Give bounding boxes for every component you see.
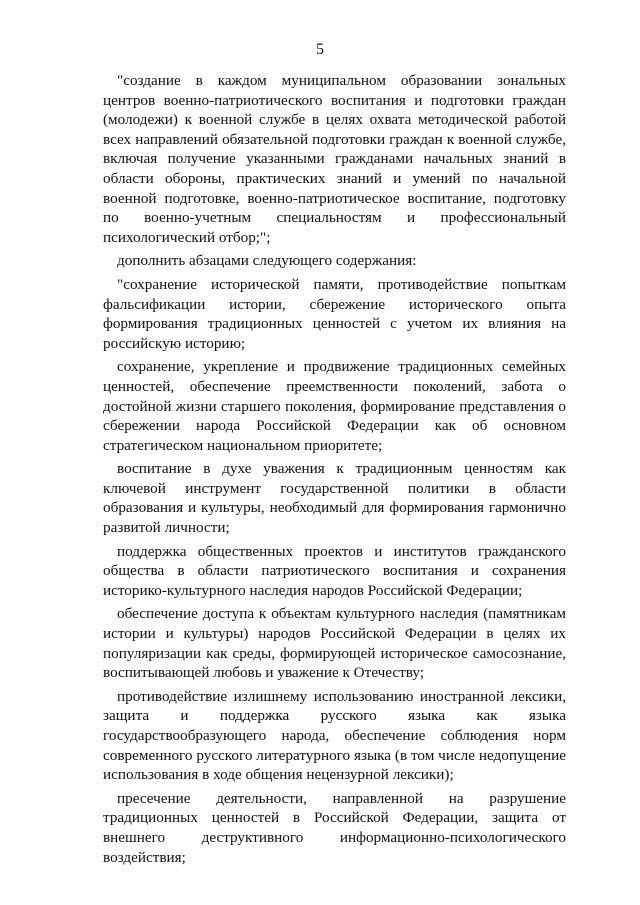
page-number: 5	[316, 41, 324, 58]
paragraph-family-values: сохранение, укрепление и продвижение традиционных семейных ценностей, обеспечение преемственности поколений, забота о достойной жизни старшего поколения, формирование представления о сбережении народа Российской Федерации как об основном стратегическом национальном приоритете;	[103, 358, 566, 454]
document-body	[103, 71, 566, 871]
paragraph-amend-intro: дополнить абзацами следующего содержания:	[117, 252, 417, 270]
paragraph-historical-memory: "сохранение исторической памяти, противодействие попыткам фальсификации истории, сбережение исторического опыта формирования традиционных ценностей с учетом их влияния на российскую историю;	[103, 275, 566, 352]
paragraph-cultural-heritage-access: обеспечение доступа к объектам культурного наследия (памятникам истории и культуры) народов Российской Федерации в целях их популяризации как среды, формирующей историческое самосознание, воспитывающей любовь и уважение к Отечеству;	[103, 605, 566, 682]
paragraph-values-education: воспитание в духе уважения к традиционным ценностям как ключевой инструмент государственной политики в области образования и культуры, необходимый для формирования гармонично развитой личности;	[103, 460, 566, 537]
paragraph-zonal-centers: "создание в каждом муниципальном образовании зональных центров военно-патриотического воспитания и подготовки граждан (молодежи) к военной службе в целях охвата методической работой всех направлений обязательной подготовки граждан к военной службе, включая получение указанными гражданами начальных знаний в области обороны, практических знаний и умений по начальной военной подготовке, военно-патриотическое воспитание, подготовку по военно-учетным специальностям и профессиональный психологический отбор;";	[103, 72, 566, 246]
paragraph-destructive-influence: пресечение деятельности, направленной на разрушение традиционных ценностей в Российской Федерации, защита от внешнего деструктивного информационно-психологического воздействия;	[103, 789, 566, 866]
paragraph-russian-language: противодействие излишнему использованию иностранной лексики, защита и поддержка русского языка как языка государствообразующего народа, обеспечение соблюдения норм современного русского литературного языка (в том числе недопущение использования в ходе общения нецензурной лексики);	[103, 687, 566, 784]
paragraph-civil-society-support: поддержка общественных проектов и институтов гражданского общества в области патриотического воспитания и сохранения историко-культурного наследия народов Российской Федерации;	[103, 542, 566, 599]
